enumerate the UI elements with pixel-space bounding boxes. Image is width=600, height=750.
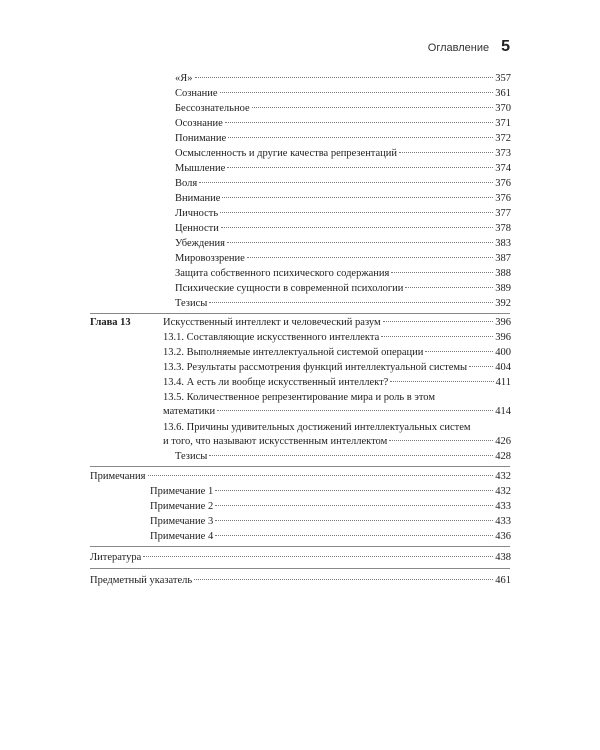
toc-entry[interactable]: Примечание 4 436 xyxy=(150,531,511,542)
toc-entry[interactable]: Понимание 372 xyxy=(175,133,511,144)
toc-entry[interactable]: Примечание 3 433 xyxy=(150,516,511,527)
toc-entry[interactable]: и того, что называют искусственным интеллектом 426 xyxy=(163,436,511,447)
toc-entry[interactable]: 13.3. Результаты рассмотрения функций интеллектуальной системы 404 xyxy=(163,362,511,373)
toc-entry[interactable]: Примечание 2 433 xyxy=(150,501,511,512)
toc-entry[interactable]: «Я» 357 xyxy=(175,73,511,84)
section-divider xyxy=(90,568,510,569)
toc-entry[interactable]: Тезисы 428 xyxy=(175,451,511,462)
toc-entry[interactable]: Личность 377 xyxy=(175,208,511,219)
toc-entry[interactable]: Тезисы 392 xyxy=(175,298,511,309)
toc-entry[interactable]: Ценности 378 xyxy=(175,223,511,234)
section-divider xyxy=(90,313,510,314)
toc-entry[interactable]: Мышление 374 xyxy=(175,163,511,174)
toc-entry[interactable]: Примечание 1 432 xyxy=(150,486,511,497)
toc-entry[interactable]: Сознание 361 xyxy=(175,88,511,99)
toc-entry[interactable]: Психические сущности в современной психологии 389 xyxy=(175,283,511,294)
page-header xyxy=(428,38,510,56)
chapter-title-entry[interactable]: Искусственный интеллект и человеческий разум 396 xyxy=(163,317,511,328)
toc-entry[interactable]: Защита собственного психического содержания 388 xyxy=(175,268,511,279)
toc-entry[interactable]: Осмысленность и другие качества репрезентаций 373 xyxy=(175,148,511,159)
toc-entry[interactable]: 13.1. Составляющие искусственного интеллекта 396 xyxy=(163,332,511,343)
page-number: 5 xyxy=(501,38,510,55)
running-title: Оглавление xyxy=(427,42,490,54)
toc-entry[interactable]: математики 414 xyxy=(163,406,511,417)
literature-entry[interactable]: Литература 438 xyxy=(90,552,511,563)
toc-entry[interactable]: Воля 376 xyxy=(175,178,511,189)
toc-entry-first-line[interactable]: 13.5. Количественное репрезентирование мира и роль в этом xyxy=(163,392,435,403)
section-divider xyxy=(90,546,510,547)
toc-entry[interactable]: 13.2. Выполняемые интеллектуальной системой операции 400 xyxy=(163,347,511,358)
toc-entry[interactable]: Осознание 371 xyxy=(175,118,511,129)
section-divider xyxy=(90,466,510,467)
chapter-label: Глава 13 xyxy=(90,317,131,328)
index-entry[interactable]: Предметный указатель 461 xyxy=(90,575,511,586)
toc-entry-first-line[interactable]: 13.6. Причины удивительных достижений интеллектуальных систем xyxy=(163,422,471,433)
toc-entry[interactable]: 13.4. А есть ли вообще искусственный интеллект? 411 xyxy=(163,377,511,388)
toc-entry[interactable]: Бессознательное 370 xyxy=(175,103,511,114)
toc-entry[interactable]: Внимание 376 xyxy=(175,193,511,204)
toc-entry[interactable]: Убеждения 383 xyxy=(175,238,511,249)
toc-entry[interactable]: Мировоззрение 387 xyxy=(175,253,511,264)
notes-entry[interactable]: Примечания 432 xyxy=(90,471,511,482)
